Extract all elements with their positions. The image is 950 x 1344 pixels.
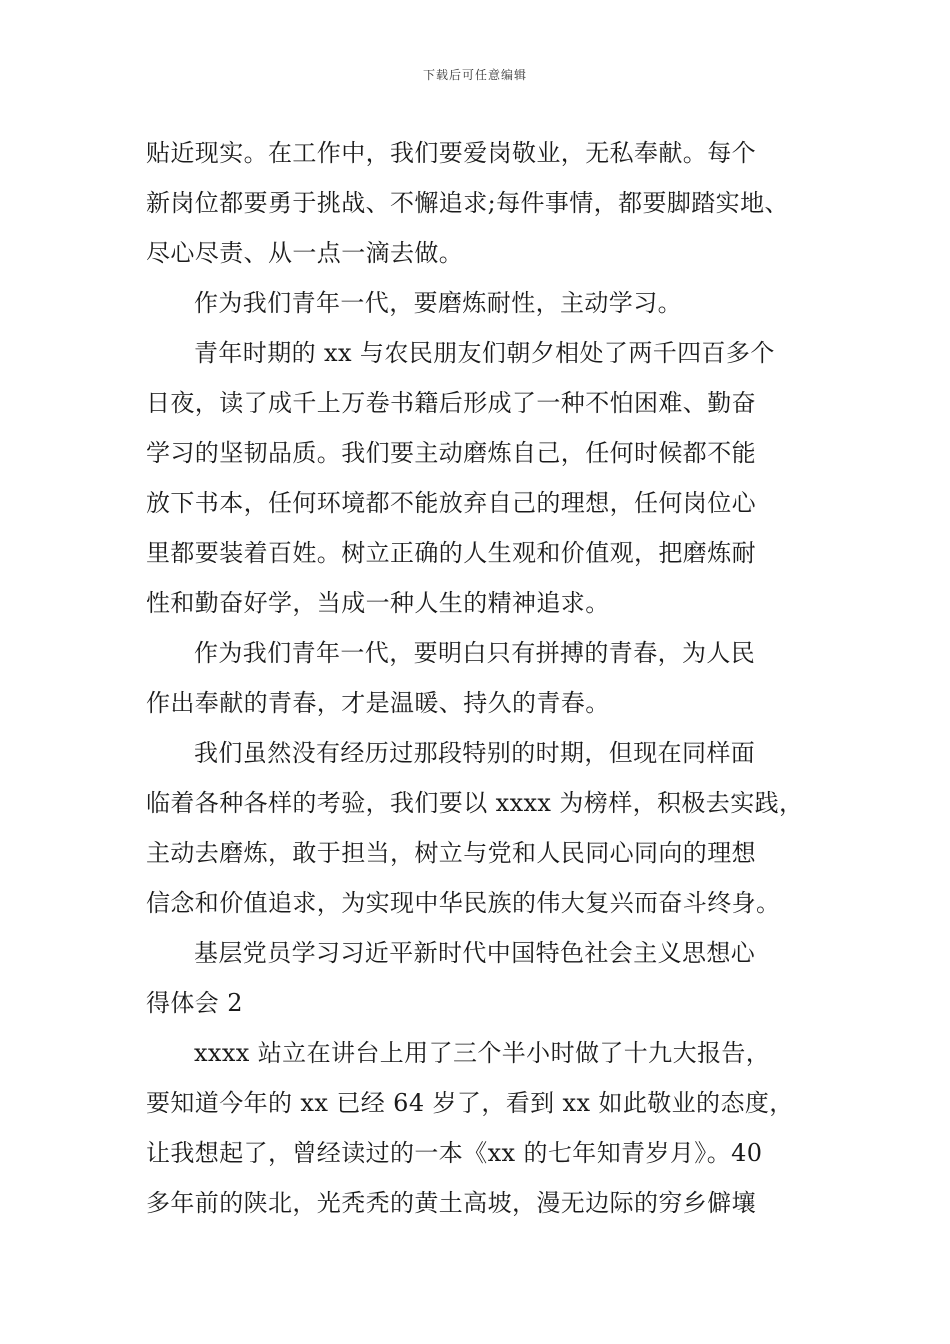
text-line: 作为我们青年一代，要磨炼耐性，主动学习。 [194, 289, 682, 317]
text-line: 让我想起了，曾经读过的一本《xx 的七年知青岁月》。40 [146, 1139, 763, 1167]
text-line: 日夜，读了成千上万卷书籍后形成了一种不怕困难、勤奋 [146, 389, 756, 417]
text-line: 作为我们青年一代，要明白只有拼搏的青春，为人民 [194, 639, 756, 667]
paragraph [146, 628, 810, 728]
text-line: 基层党员学习习近平新时代中国特色社会主义思想心 [194, 939, 756, 967]
text-line: 贴近现实。在工作中，我们要爱岗敬业，无私奉献。每个 [146, 139, 756, 167]
text-line: 性和勤奋好学，当成一种人生的精神追求。 [146, 589, 610, 617]
paragraph [146, 1028, 810, 1228]
paragraph [146, 128, 810, 278]
text-line: 学习的坚韧品质。我们要主动磨炼自己，任何时候都不能 [146, 439, 756, 467]
text-line: 要知道今年的 xx 已经 64 岁了，看到 xx 如此敬业的态度， [146, 1089, 794, 1117]
text-line: 主动去磨炼，敢于担当，树立与党和人民同心同向的理想 [146, 839, 756, 867]
text-line: 尽心尽责、从一点一滴去做。 [146, 239, 464, 267]
text-line: 放下书本，任何环境都不能放弃自己的理想，任何岗位心 [146, 489, 756, 517]
text-line: 新岗位都要勇于挑战、不懈追求;每件事情，都要脚踏实地、 [146, 189, 789, 217]
text-line: 临着各种各样的考验，我们要以 xxxx 为榜样，积极去实践， [146, 789, 804, 817]
text-line: 我们虽然没有经历过那段特别的时期，但现在同样面 [194, 739, 756, 767]
document-body [146, 128, 810, 1228]
text-line: 作出奉献的青春，才是温暖、持久的青春。 [146, 689, 610, 717]
paragraph [146, 928, 810, 1028]
text-line: xxxx 站立在讲台上用了三个半小时做了十九大报告， [194, 1039, 771, 1067]
paragraph [146, 278, 810, 328]
paragraph [146, 728, 810, 928]
text-line: 青年时期的 xx 与农民朋友们朝夕相处了两千四百多个 [194, 339, 775, 367]
text-line: 得体会 2 [146, 989, 243, 1017]
text-line: 信念和价值追求，为实现中华民族的伟大复兴而奋斗终身。 [146, 889, 781, 917]
text-line: 多年前的陕北，光秃秃的黄土高坡，漫无边际的穷乡僻壤 [146, 1189, 756, 1217]
text-line: 里都要装着百姓。树立正确的人生观和价值观，把磨炼耐 [146, 539, 756, 567]
page-header: 下载后可任意编辑 [422, 68, 527, 82]
paragraph [146, 328, 810, 628]
